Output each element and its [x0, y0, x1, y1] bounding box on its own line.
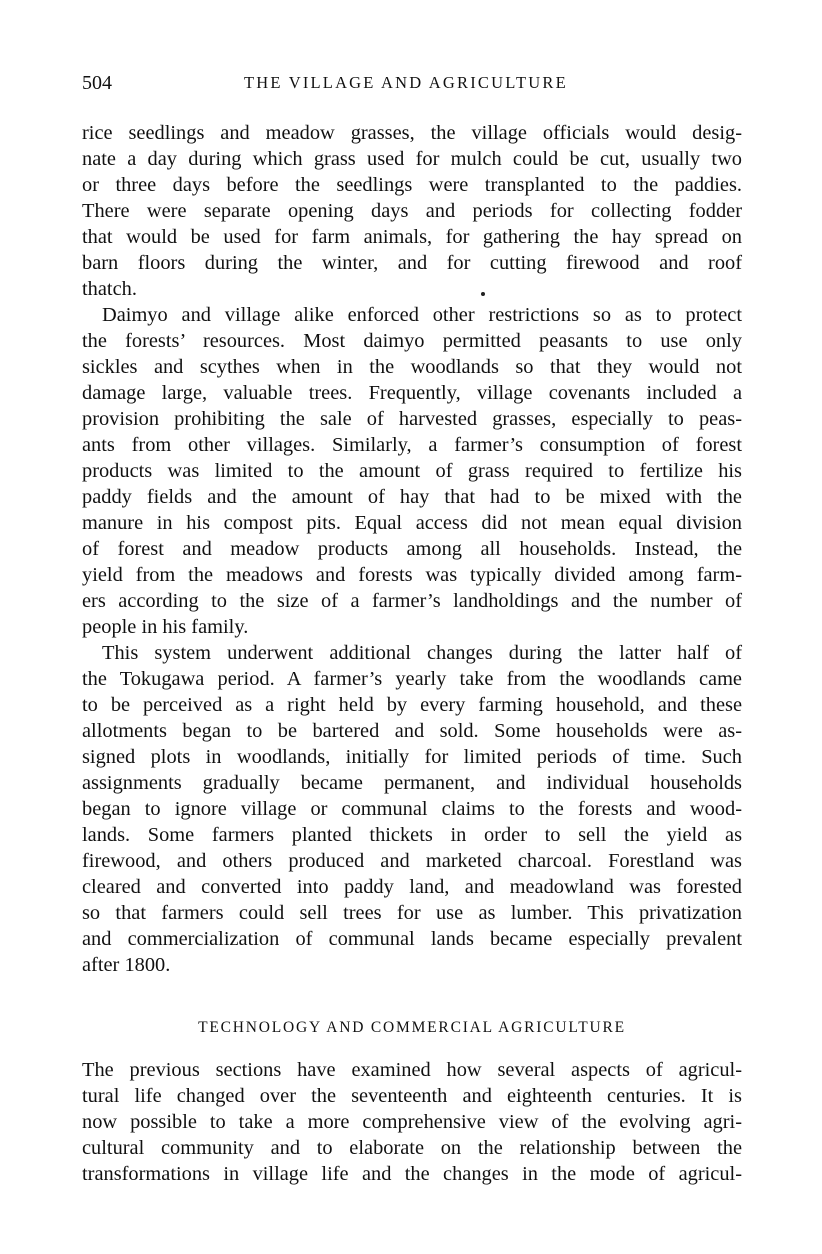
- print-speck: [481, 292, 485, 296]
- text-line: people in his family.: [82, 616, 249, 638]
- section-heading: TECHNOLOGY AND COMMERCIAL AGRICULTURE: [198, 1019, 626, 1036]
- text-line: or three days before the seedlings were transplanted to the paddies.: [82, 174, 742, 196]
- text-line: began to ignore village or communal claims to the forests and wood-: [82, 798, 742, 820]
- text-line: sickles and scythes when in the woodlands so that they would not: [82, 356, 742, 378]
- paragraph: [82, 120, 742, 302]
- text-line: allotments began to be bartered and sold. Some households were as-: [82, 720, 742, 742]
- text-line: lands. Some farmers planted thickets in order to sell the yield as: [82, 824, 742, 846]
- text-line: provision prohibiting the sale of harvested grasses, especially to peas-: [82, 408, 742, 430]
- text-line: yield from the meadows and forests was typically divided among farm-: [82, 564, 742, 586]
- page-number: 504: [82, 72, 112, 94]
- body-text-before-heading: [82, 120, 742, 978]
- text-line: damage large, valuable trees. Frequently, village covenants included a: [82, 382, 742, 404]
- text-line: firewood, and others produced and marketed charcoal. Forestland was: [82, 850, 742, 872]
- text-line: and commercialization of communal lands became especially prevalent: [82, 928, 742, 950]
- body-text-after-heading: [82, 1057, 742, 1187]
- running-head: [82, 72, 742, 102]
- paragraph: [82, 1057, 742, 1187]
- text-line: The previous sections have examined how several aspects of agricul-: [82, 1059, 742, 1081]
- text-line: This system underwent additional changes during the latter half of: [102, 642, 742, 664]
- text-line: now possible to take a more comprehensive view of the evolving agri-: [82, 1111, 742, 1133]
- text-line: tural life changed over the seventeenth and eighteenth centuries. It is: [82, 1085, 742, 1107]
- text-line: the Tokugawa period. A farmer’s yearly take from the woodlands came: [82, 668, 742, 690]
- text-line: ants from other villages. Similarly, a farmer’s consumption of forest: [82, 434, 742, 456]
- text-line: nate a day during which grass used for mulch could be cut, usually two: [82, 148, 742, 170]
- text-line: Daimyo and village alike enforced other restrictions so as to protect: [102, 304, 742, 326]
- text-line: the forests’ resources. Most daimyo permitted peasants to use only: [82, 330, 742, 352]
- text-line: transformations in village life and the changes in the mode of agricul-: [82, 1163, 742, 1185]
- text-line: barn floors during the winter, and for cutting firewood and roof: [82, 252, 742, 274]
- paragraph: [82, 640, 742, 978]
- text-line: cleared and converted into paddy land, and meadowland was forested: [82, 876, 742, 898]
- text-line: thatch.: [82, 278, 137, 300]
- text-line: There were separate opening days and periods for collecting fodder: [82, 200, 742, 222]
- paragraph: [82, 302, 742, 640]
- text-line: that would be used for farm animals, for gathering the hay spread on: [82, 226, 742, 248]
- text-line: of forest and meadow products among all households. Instead, the: [82, 538, 742, 560]
- running-title: THE VILLAGE AND AGRICULTURE: [244, 73, 568, 92]
- text-line: so that farmers could sell trees for use as lumber. This privatization: [82, 902, 742, 924]
- text-line: after 1800.: [82, 954, 171, 976]
- text-line: cultural community and to elaborate on the relationship between the: [82, 1137, 742, 1159]
- text-line: products was limited to the amount of grass required to fertilize his: [82, 460, 742, 482]
- text-line: rice seedlings and meadow grasses, the village officials would desig-: [82, 122, 742, 144]
- text-line: manure in his compost pits. Equal access did not mean equal division: [82, 512, 742, 534]
- text-line: ers according to the size of a farmer’s landholdings and the number of: [82, 590, 742, 612]
- text-line: to be perceived as a right held by every farming household, and these: [82, 694, 742, 716]
- text-line: assignments gradually became permanent, and individual households: [82, 772, 742, 794]
- text-line: paddy fields and the amount of hay that had to be mixed with the: [82, 486, 742, 508]
- text-line: signed plots in woodlands, initially for limited periods of time. Such: [82, 746, 742, 768]
